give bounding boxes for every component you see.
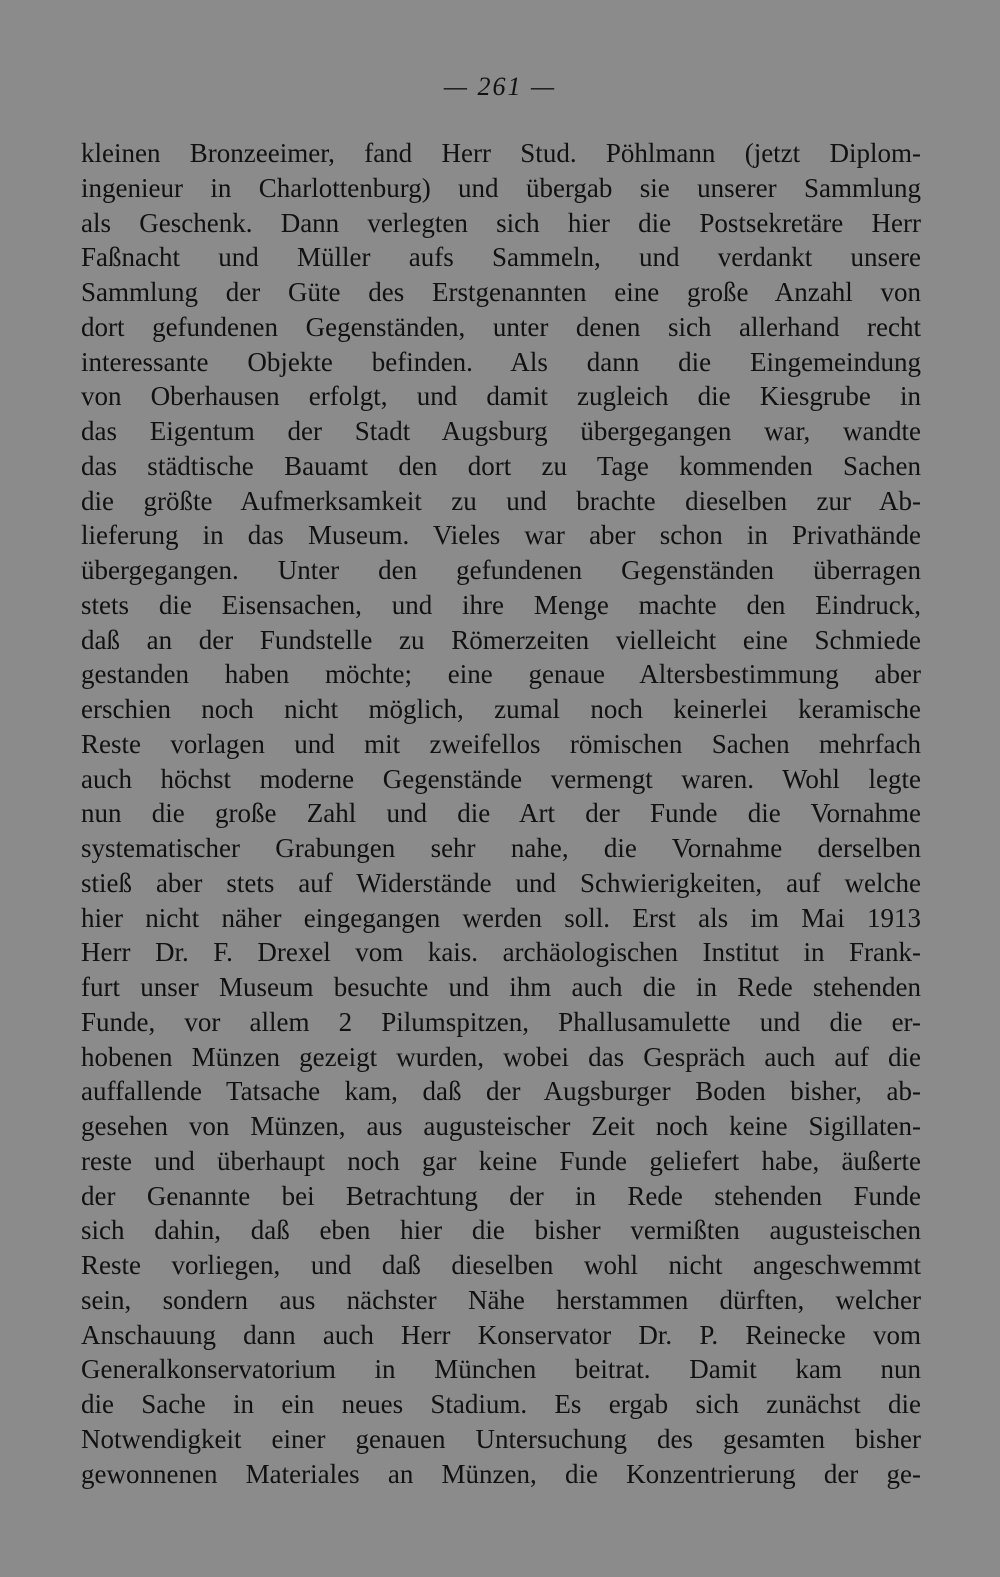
- text-line: nun die große Zahl und die Art der Funde die Vornahme: [81, 798, 921, 829]
- text-line: gewonnenen Materiales an Münzen, die Konzentrierung der ge-: [81, 1458, 921, 1489]
- text-line: auffallende Tatsache kam, daß der Augsburger Boden bisher, ab-: [81, 1076, 921, 1107]
- text-line: daß an der Fundstelle zu Römerzeiten vielleicht eine Schmiede: [81, 624, 921, 655]
- text-line: systematischer Grabungen sehr nahe, die Vornahme derselben: [81, 833, 921, 863]
- text-line: die Sache in ein neues Stadium. Es ergab sich zunächst die: [81, 1389, 921, 1419]
- body-text: [81, 136, 921, 1491]
- text-line: Funde, vor allem 2 Pilumspitzen, Phallusamulette und die er-: [81, 1006, 921, 1037]
- text-line: reste und überhaupt noch gar keine Funde geliefert habe, äußerte: [81, 1145, 921, 1176]
- text-line: gesehen von Münzen, aus augusteischer Zeit noch keine Sigillaten-: [81, 1111, 921, 1141]
- text-line: Faßnacht und Müller aufs Sammeln, und verdankt unsere: [81, 242, 921, 273]
- text-line: übergegangen. Unter den gefundenen Gegenständen überragen: [81, 555, 921, 585]
- text-line: das städtische Bauamt den dort zu Tage kommenden Sachen: [81, 450, 921, 481]
- text-line: ingenieur in Charlottenburg) und übergab sie unserer Sammlung: [81, 172, 921, 203]
- text-line: stieß aber stets auf Widerstände und Schwierigkeiten, auf welche: [81, 867, 921, 898]
- text-line: furt unser Museum besuchte und ihm auch die in Rede stehenden: [81, 972, 921, 1002]
- text-line: gestanden haben möchte; eine genaue Altersbestimmung aber: [81, 659, 921, 690]
- text-line: hobenen Münzen gezeigt wurden, wobei das Gespräch auch auf die: [81, 1041, 921, 1072]
- text-line: als Geschenk. Dann verlegten sich hier die Postsekretäre Herr: [81, 207, 921, 238]
- text-line: von Oberhausen erfolgt, und damit zugleich die Kiesgrube in: [81, 381, 921, 412]
- text-line: Anschauung dann auch Herr Konservator Dr. P. Reinecke vom: [81, 1319, 921, 1350]
- text-line: sein, sondern aus nächster Nähe herstammen dürften, welcher: [81, 1284, 921, 1315]
- text-line: die größte Aufmerksamkeit zu und brachte dieselben zur Ab-: [81, 485, 921, 516]
- text-line: dort gefundenen Gegenständen, unter denen sich allerhand recht: [81, 311, 921, 342]
- text-line: Herr Dr. F. Drexel vom kais. archäologischen Institut in Frank-: [81, 937, 921, 968]
- text-line: auch höchst moderne Gegenstände vermengt waren. Wohl legte: [81, 763, 921, 794]
- text-line: kleinen Bronzeeimer, fand Herr Stud. Pöhlmann (jetzt Diplom-: [81, 138, 921, 168]
- text-line: interessante Objekte befinden. Als dann die Eingemeindung: [81, 346, 921, 377]
- text-line: erschien noch nicht möglich, zumal noch keinerlei keramische: [81, 694, 921, 724]
- text-line: Reste vorliegen, und daß dieselben wohl nicht angeschwemmt: [81, 1250, 921, 1280]
- text-line: lieferung in das Museum. Vieles war aber schon in Privathände: [81, 520, 921, 551]
- text-line: Generalkonservatorium in München beitrat. Damit kam nun: [81, 1354, 921, 1385]
- text-line: Reste vorlagen und mit zweifellos römischen Sachen mehrfach: [81, 728, 921, 759]
- page-number: — 261 —: [443, 72, 557, 101]
- text-line: sich dahin, daß eben hier die bisher vermißten augusteischen: [81, 1215, 921, 1246]
- text-line: Notwendigkeit einer genauen Untersuchung des gesamten bisher: [81, 1423, 921, 1454]
- text-line: stets die Eisensachen, und ihre Menge machte den Eindruck,: [81, 589, 921, 620]
- text-line: der Genannte bei Betrachtung der in Rede stehenden Funde: [81, 1180, 921, 1211]
- text-line: das Eigentum der Stadt Augsburg übergegangen war, wandte: [81, 416, 921, 446]
- text-line: hier nicht näher eingegangen werden soll. Erst als im Mai 1913: [81, 902, 921, 933]
- text-line: Sammlung der Güte des Erstgenannten eine große Anzahl von: [81, 277, 921, 307]
